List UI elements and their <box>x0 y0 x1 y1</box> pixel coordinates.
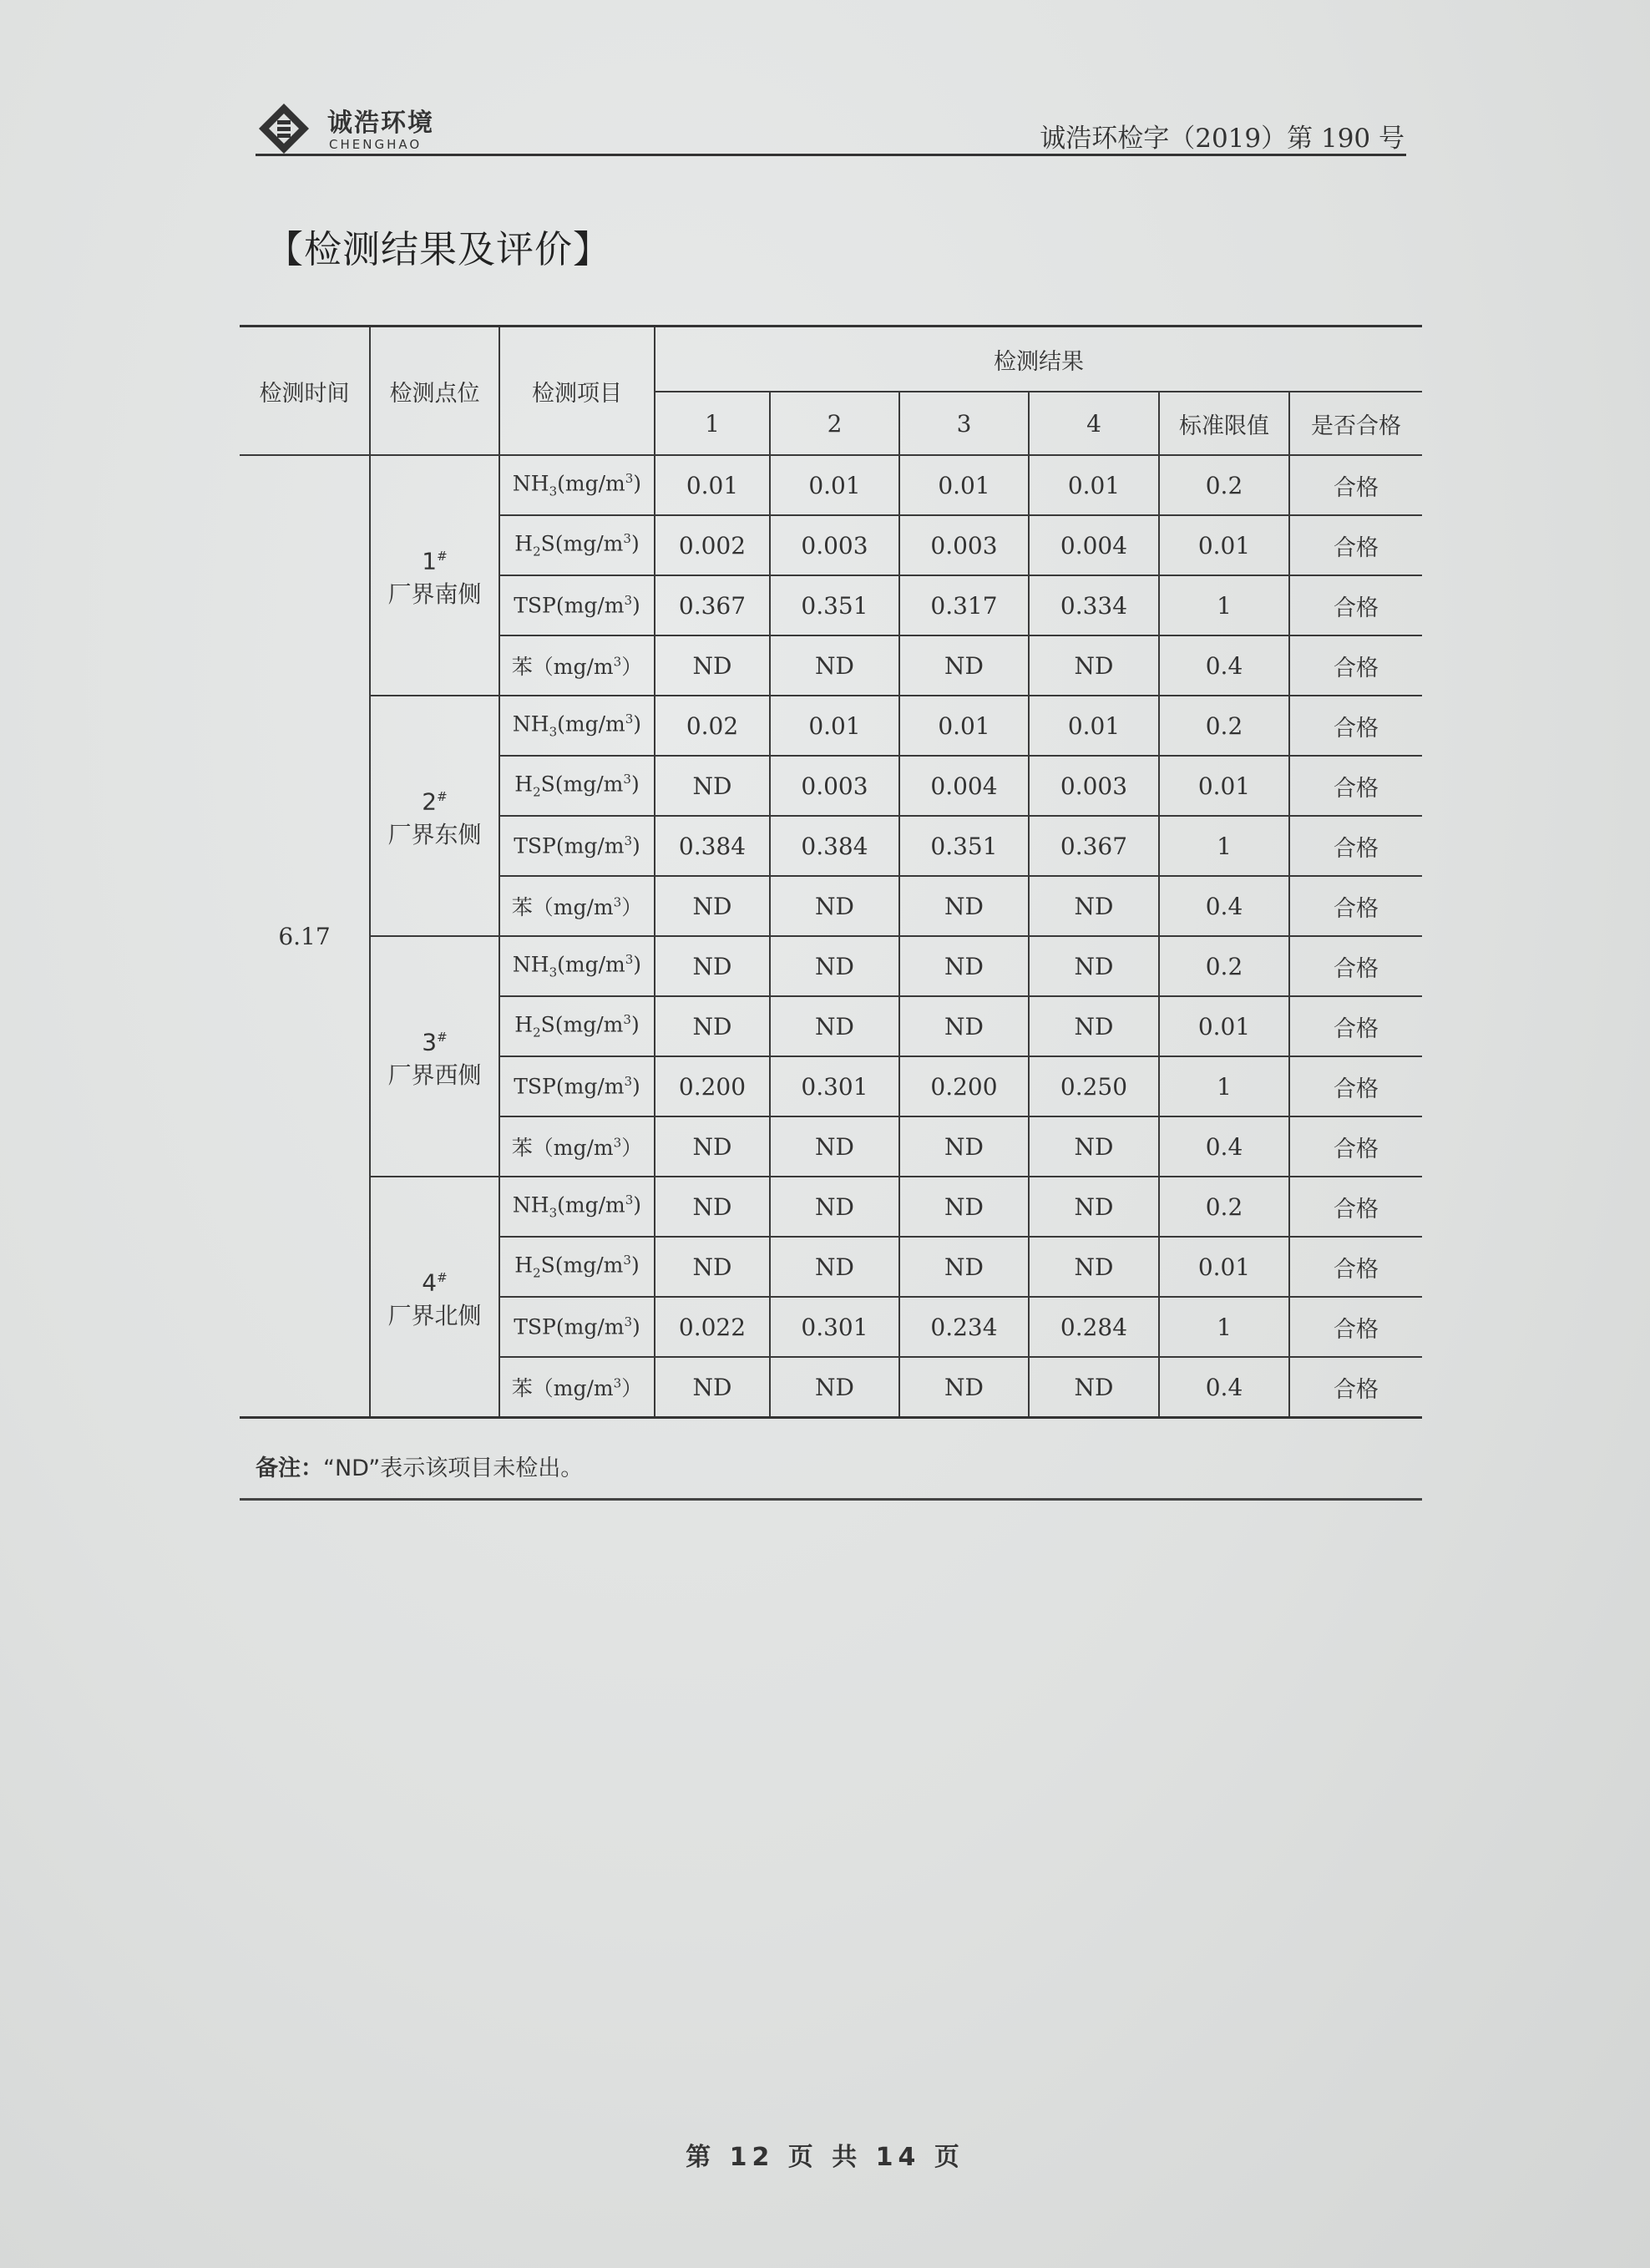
cell-pass: 合格 <box>1289 996 1422 1056</box>
item-unit: (mg/m <box>554 1012 624 1037</box>
cell-sample-2: 0.003 <box>770 756 899 816</box>
item-unit: (mg/m <box>555 1314 625 1339</box>
cell-limit: 1 <box>1159 816 1289 876</box>
cell-monitoring-point <box>370 936 499 1177</box>
cell-sample-3: 0.200 <box>899 1056 1029 1116</box>
item-unit-exponent: 3 <box>613 1135 622 1151</box>
cell-item <box>499 996 655 1056</box>
item-name: TSP <box>514 1314 556 1339</box>
cell-item <box>499 1237 655 1297</box>
company-logo <box>257 99 458 157</box>
cell-sample-3: ND <box>899 996 1029 1056</box>
cell-sample-1: 0.002 <box>655 515 770 575</box>
item-unit-close: ) <box>632 1314 640 1339</box>
col-header-point: 检测点位 <box>370 327 499 456</box>
item-unit-exponent: 3 <box>625 471 634 487</box>
cell-sample-1: ND <box>655 1177 770 1237</box>
item-unit-exponent: 3 <box>613 1375 622 1391</box>
cell-sample-3: 0.003 <box>899 515 1029 575</box>
point-name: 厂界东侧 <box>387 821 482 849</box>
cell-item <box>499 696 655 756</box>
cell-monitoring-point <box>370 455 499 696</box>
item-unit-exponent: 3 <box>625 711 634 727</box>
cell-pass: 合格 <box>1289 1237 1422 1297</box>
cell-sample-4: 0.334 <box>1029 575 1159 635</box>
cell-pass: 合格 <box>1289 1056 1422 1116</box>
cell-sample-2: 0.351 <box>770 575 899 635</box>
cell-item <box>499 1357 655 1418</box>
page-number: 第 12 页 共 14 页 <box>686 2143 964 2172</box>
cell-limit: 0.4 <box>1159 635 1289 696</box>
cell-date: 6.17 <box>240 455 370 1418</box>
cell-sample-3: ND <box>899 1116 1029 1177</box>
cell-sample-3: 0.234 <box>899 1297 1029 1357</box>
col-header-pass: 是否合格 <box>1289 392 1422 455</box>
cell-item <box>499 1177 655 1237</box>
item-unit-exponent: 3 <box>624 833 632 849</box>
item-unit-exponent: 3 <box>623 1253 631 1268</box>
item-unit-close: ） <box>621 1136 643 1160</box>
cell-sample-2: ND <box>770 635 899 696</box>
cell-limit: 0.01 <box>1159 996 1289 1056</box>
item-subscript: 3 <box>549 724 558 740</box>
cell-sample-1: ND <box>655 1237 770 1297</box>
item-unit: (mg/m <box>555 833 625 858</box>
cell-sample-4: 0.01 <box>1029 455 1159 515</box>
cell-sample-1: ND <box>655 635 770 696</box>
point-mark: # <box>437 1029 448 1045</box>
cell-sample-2: 0.301 <box>770 1056 899 1116</box>
point-mark: # <box>437 1269 448 1285</box>
cell-sample-1: 0.200 <box>655 1056 770 1116</box>
cell-pass: 合格 <box>1289 816 1422 876</box>
item-name: NH <box>512 1192 549 1218</box>
item-unit-close: ） <box>621 655 643 679</box>
cell-sample-2: 0.01 <box>770 455 899 515</box>
item-name: 苯 <box>511 895 533 919</box>
cell-sample-1: ND <box>655 936 770 996</box>
cell-pass: 合格 <box>1289 515 1422 575</box>
item-subscript: 3 <box>549 1205 558 1221</box>
cell-sample-3: ND <box>899 876 1029 936</box>
table-row <box>240 455 1422 515</box>
item-name: 苯 <box>511 1376 533 1400</box>
note-divider <box>240 1498 1422 1501</box>
point-mark: # <box>437 548 448 564</box>
col-header-results: 检测结果 <box>655 327 1422 392</box>
col-header-item: 检测项目 <box>499 327 655 456</box>
item-unit: (mg/m <box>554 531 624 556</box>
item-unit: （mg/m <box>532 655 614 679</box>
table-note <box>256 1450 583 1482</box>
cell-item <box>499 1056 655 1116</box>
item-name: 苯 <box>511 655 533 679</box>
item-unit: (mg/m <box>557 471 625 496</box>
cell-item <box>499 455 655 515</box>
cell-sample-1: ND <box>655 1357 770 1418</box>
cell-sample-2: 0.003 <box>770 515 899 575</box>
item-name: TSP <box>514 1074 556 1099</box>
item-unit: (mg/m <box>555 1074 625 1099</box>
point-mark: # <box>437 788 448 804</box>
item-unit-exponent: 3 <box>625 1192 634 1208</box>
cell-monitoring-point <box>370 696 499 936</box>
cell-sample-4: ND <box>1029 1177 1159 1237</box>
cell-sample-3: ND <box>899 936 1029 996</box>
cell-sample-4: 0.004 <box>1029 515 1159 575</box>
cell-pass: 合格 <box>1289 696 1422 756</box>
cell-pass: 合格 <box>1289 455 1422 515</box>
point-number: 4 <box>422 1268 438 1297</box>
cell-item <box>499 756 655 816</box>
item-unit-close: ) <box>633 1192 642 1218</box>
table-row <box>240 1177 1422 1237</box>
item-unit-close: ) <box>630 1012 640 1037</box>
cell-sample-3: ND <box>899 1237 1029 1297</box>
col-header-limit: 标准限值 <box>1159 392 1289 455</box>
document-number: 诚浩环检字（2019）第 190 号 <box>1040 124 1405 154</box>
cell-sample-1: ND <box>655 876 770 936</box>
cell-sample-4: 0.367 <box>1029 816 1159 876</box>
item-unit-exponent: 3 <box>624 1074 632 1090</box>
table-row <box>240 936 1422 996</box>
cell-sample-1: 0.01 <box>655 455 770 515</box>
item-name: 苯 <box>511 1136 533 1160</box>
cell-pass: 合格 <box>1289 756 1422 816</box>
cell-sample-1: 0.384 <box>655 816 770 876</box>
cell-sample-4: 0.250 <box>1029 1056 1159 1116</box>
cell-limit: 0.2 <box>1159 455 1289 515</box>
cell-item <box>499 936 655 996</box>
cell-sample-4: 0.284 <box>1029 1297 1159 1357</box>
item-name: NH <box>512 952 549 977</box>
item-unit: （mg/m <box>532 1136 614 1160</box>
cell-sample-2: 0.301 <box>770 1297 899 1357</box>
cell-sample-3: ND <box>899 1357 1029 1418</box>
item-name: H <box>514 1253 534 1278</box>
logo-diamond-icon <box>257 102 311 155</box>
item-unit: (mg/m <box>557 1192 625 1218</box>
item-unit-exponent: 3 <box>613 654 622 670</box>
section-title: 【检测结果及评价】 <box>266 227 612 271</box>
item-name: TSP <box>514 593 556 618</box>
cell-sample-3: 0.317 <box>899 575 1029 635</box>
col-header-sample-4: 4 <box>1029 392 1159 455</box>
cell-pass: 合格 <box>1289 575 1422 635</box>
cell-limit: 0.2 <box>1159 696 1289 756</box>
item-name: NH <box>512 471 549 496</box>
cell-pass: 合格 <box>1289 936 1422 996</box>
point-name: 厂界北侧 <box>387 1302 482 1330</box>
cell-limit: 1 <box>1159 1056 1289 1116</box>
header-divider <box>256 154 1406 156</box>
cell-limit: 0.4 <box>1159 1116 1289 1177</box>
cell-sample-3: 0.351 <box>899 816 1029 876</box>
item-unit-exponent: 3 <box>623 772 631 787</box>
cell-sample-2: 0.384 <box>770 816 899 876</box>
cell-monitoring-point <box>370 1177 499 1418</box>
cell-pass: 合格 <box>1289 1297 1422 1357</box>
cell-sample-3: 0.004 <box>899 756 1029 816</box>
cell-pass: 合格 <box>1289 1177 1422 1237</box>
cell-item <box>499 515 655 575</box>
cell-sample-3: 0.01 <box>899 455 1029 515</box>
cell-sample-3: ND <box>899 635 1029 696</box>
point-name: 厂界西侧 <box>387 1061 482 1090</box>
item-name-rest: S <box>540 531 555 556</box>
cell-item <box>499 1297 655 1357</box>
item-unit-exponent: 3 <box>624 593 632 609</box>
cell-pass: 合格 <box>1289 1116 1422 1177</box>
item-unit: (mg/m <box>554 1253 624 1278</box>
item-unit-close: ) <box>630 1253 640 1278</box>
cell-limit: 0.01 <box>1159 515 1289 575</box>
item-unit: （mg/m <box>532 895 614 919</box>
note-text: “ND”表示该项目未检出。 <box>323 1455 584 1481</box>
cell-sample-4: ND <box>1029 635 1159 696</box>
item-name: NH <box>512 711 549 737</box>
item-name-rest: S <box>540 772 555 797</box>
cell-sample-1: 0.022 <box>655 1297 770 1357</box>
cell-limit: 0.4 <box>1159 876 1289 936</box>
item-unit-close: ) <box>633 711 642 737</box>
note-label: 备注： <box>256 1455 323 1481</box>
item-name: H <box>514 772 534 797</box>
col-header-sample-2: 2 <box>770 392 899 455</box>
item-unit-exponent: 3 <box>613 894 622 910</box>
logo-text-cn: 诚浩环境 <box>327 109 434 138</box>
point-number: 1 <box>422 547 438 575</box>
item-name: H <box>514 531 534 556</box>
cell-limit: 0.2 <box>1159 1177 1289 1237</box>
cell-item <box>499 876 655 936</box>
point-number: 2 <box>422 787 438 816</box>
cell-sample-3: ND <box>899 1177 1029 1237</box>
item-unit-close: ) <box>633 952 642 977</box>
item-subscript: 3 <box>549 964 558 980</box>
item-name-rest: S <box>540 1253 555 1278</box>
cell-item <box>499 1116 655 1177</box>
item-unit: (mg/m <box>554 772 624 797</box>
item-unit: (mg/m <box>557 711 625 737</box>
cell-limit: 0.01 <box>1159 756 1289 816</box>
cell-pass: 合格 <box>1289 635 1422 696</box>
cell-sample-1: 0.02 <box>655 696 770 756</box>
cell-sample-1: ND <box>655 1116 770 1177</box>
cell-sample-4: ND <box>1029 1237 1159 1297</box>
item-unit-exponent: 3 <box>624 1314 632 1330</box>
col-header-time: 检测时间 <box>240 327 370 456</box>
cell-pass: 合格 <box>1289 1357 1422 1418</box>
item-name: TSP <box>514 833 556 858</box>
cell-item <box>499 635 655 696</box>
cell-sample-4: ND <box>1029 1357 1159 1418</box>
cell-sample-2: ND <box>770 1237 899 1297</box>
cell-limit: 1 <box>1159 575 1289 635</box>
item-unit-exponent: 3 <box>625 952 634 968</box>
item-unit: (mg/m <box>555 593 625 618</box>
item-unit-exponent: 3 <box>623 1012 631 1028</box>
cell-limit: 0.01 <box>1159 1237 1289 1297</box>
cell-sample-4: ND <box>1029 996 1159 1056</box>
cell-sample-4: ND <box>1029 936 1159 996</box>
cell-item <box>499 816 655 876</box>
cell-sample-2: ND <box>770 1357 899 1418</box>
item-unit: （mg/m <box>532 1376 614 1400</box>
cell-sample-1: 0.367 <box>655 575 770 635</box>
cell-pass: 合格 <box>1289 876 1422 936</box>
item-subscript: 2 <box>533 544 541 559</box>
results-table <box>240 325 1422 1419</box>
cell-sample-2: ND <box>770 876 899 936</box>
cell-sample-4: ND <box>1029 1116 1159 1177</box>
cell-sample-4: 0.01 <box>1029 696 1159 756</box>
point-number: 3 <box>422 1028 438 1056</box>
col-header-sample-3: 3 <box>899 392 1029 455</box>
cell-limit: 0.4 <box>1159 1357 1289 1418</box>
cell-sample-2: ND <box>770 1116 899 1177</box>
item-unit-close: ) <box>632 1074 640 1099</box>
cell-sample-2: ND <box>770 1177 899 1237</box>
item-name-rest: S <box>540 1012 555 1037</box>
point-name: 厂界南侧 <box>387 580 482 609</box>
cell-sample-4: 0.003 <box>1029 756 1159 816</box>
cell-item <box>499 575 655 635</box>
cell-limit: 1 <box>1159 1297 1289 1357</box>
col-header-sample-1: 1 <box>655 392 770 455</box>
item-subscript: 2 <box>533 1265 541 1281</box>
logo-text-en: CHENGHAO <box>329 137 423 152</box>
item-unit-close: ) <box>630 531 640 556</box>
cell-limit: 0.2 <box>1159 936 1289 996</box>
cell-sample-1: ND <box>655 996 770 1056</box>
item-unit-close: ） <box>621 1376 643 1400</box>
table-row <box>240 696 1422 756</box>
cell-sample-2: ND <box>770 996 899 1056</box>
item-unit-close: ） <box>621 895 643 919</box>
item-subscript: 2 <box>533 784 541 800</box>
item-unit-close: ) <box>632 593 640 618</box>
cell-sample-1: ND <box>655 756 770 816</box>
item-unit-close: ) <box>630 772 640 797</box>
item-unit-exponent: 3 <box>623 531 631 547</box>
cell-sample-2: 0.01 <box>770 696 899 756</box>
cell-sample-3: 0.01 <box>899 696 1029 756</box>
cell-sample-2: ND <box>770 936 899 996</box>
item-name: H <box>514 1012 534 1037</box>
cell-sample-4: ND <box>1029 876 1159 936</box>
item-unit-close: ) <box>633 471 642 496</box>
item-unit-close: ) <box>632 833 640 858</box>
item-subscript: 3 <box>549 483 558 499</box>
item-unit: (mg/m <box>557 952 625 977</box>
item-subscript: 2 <box>533 1025 541 1040</box>
